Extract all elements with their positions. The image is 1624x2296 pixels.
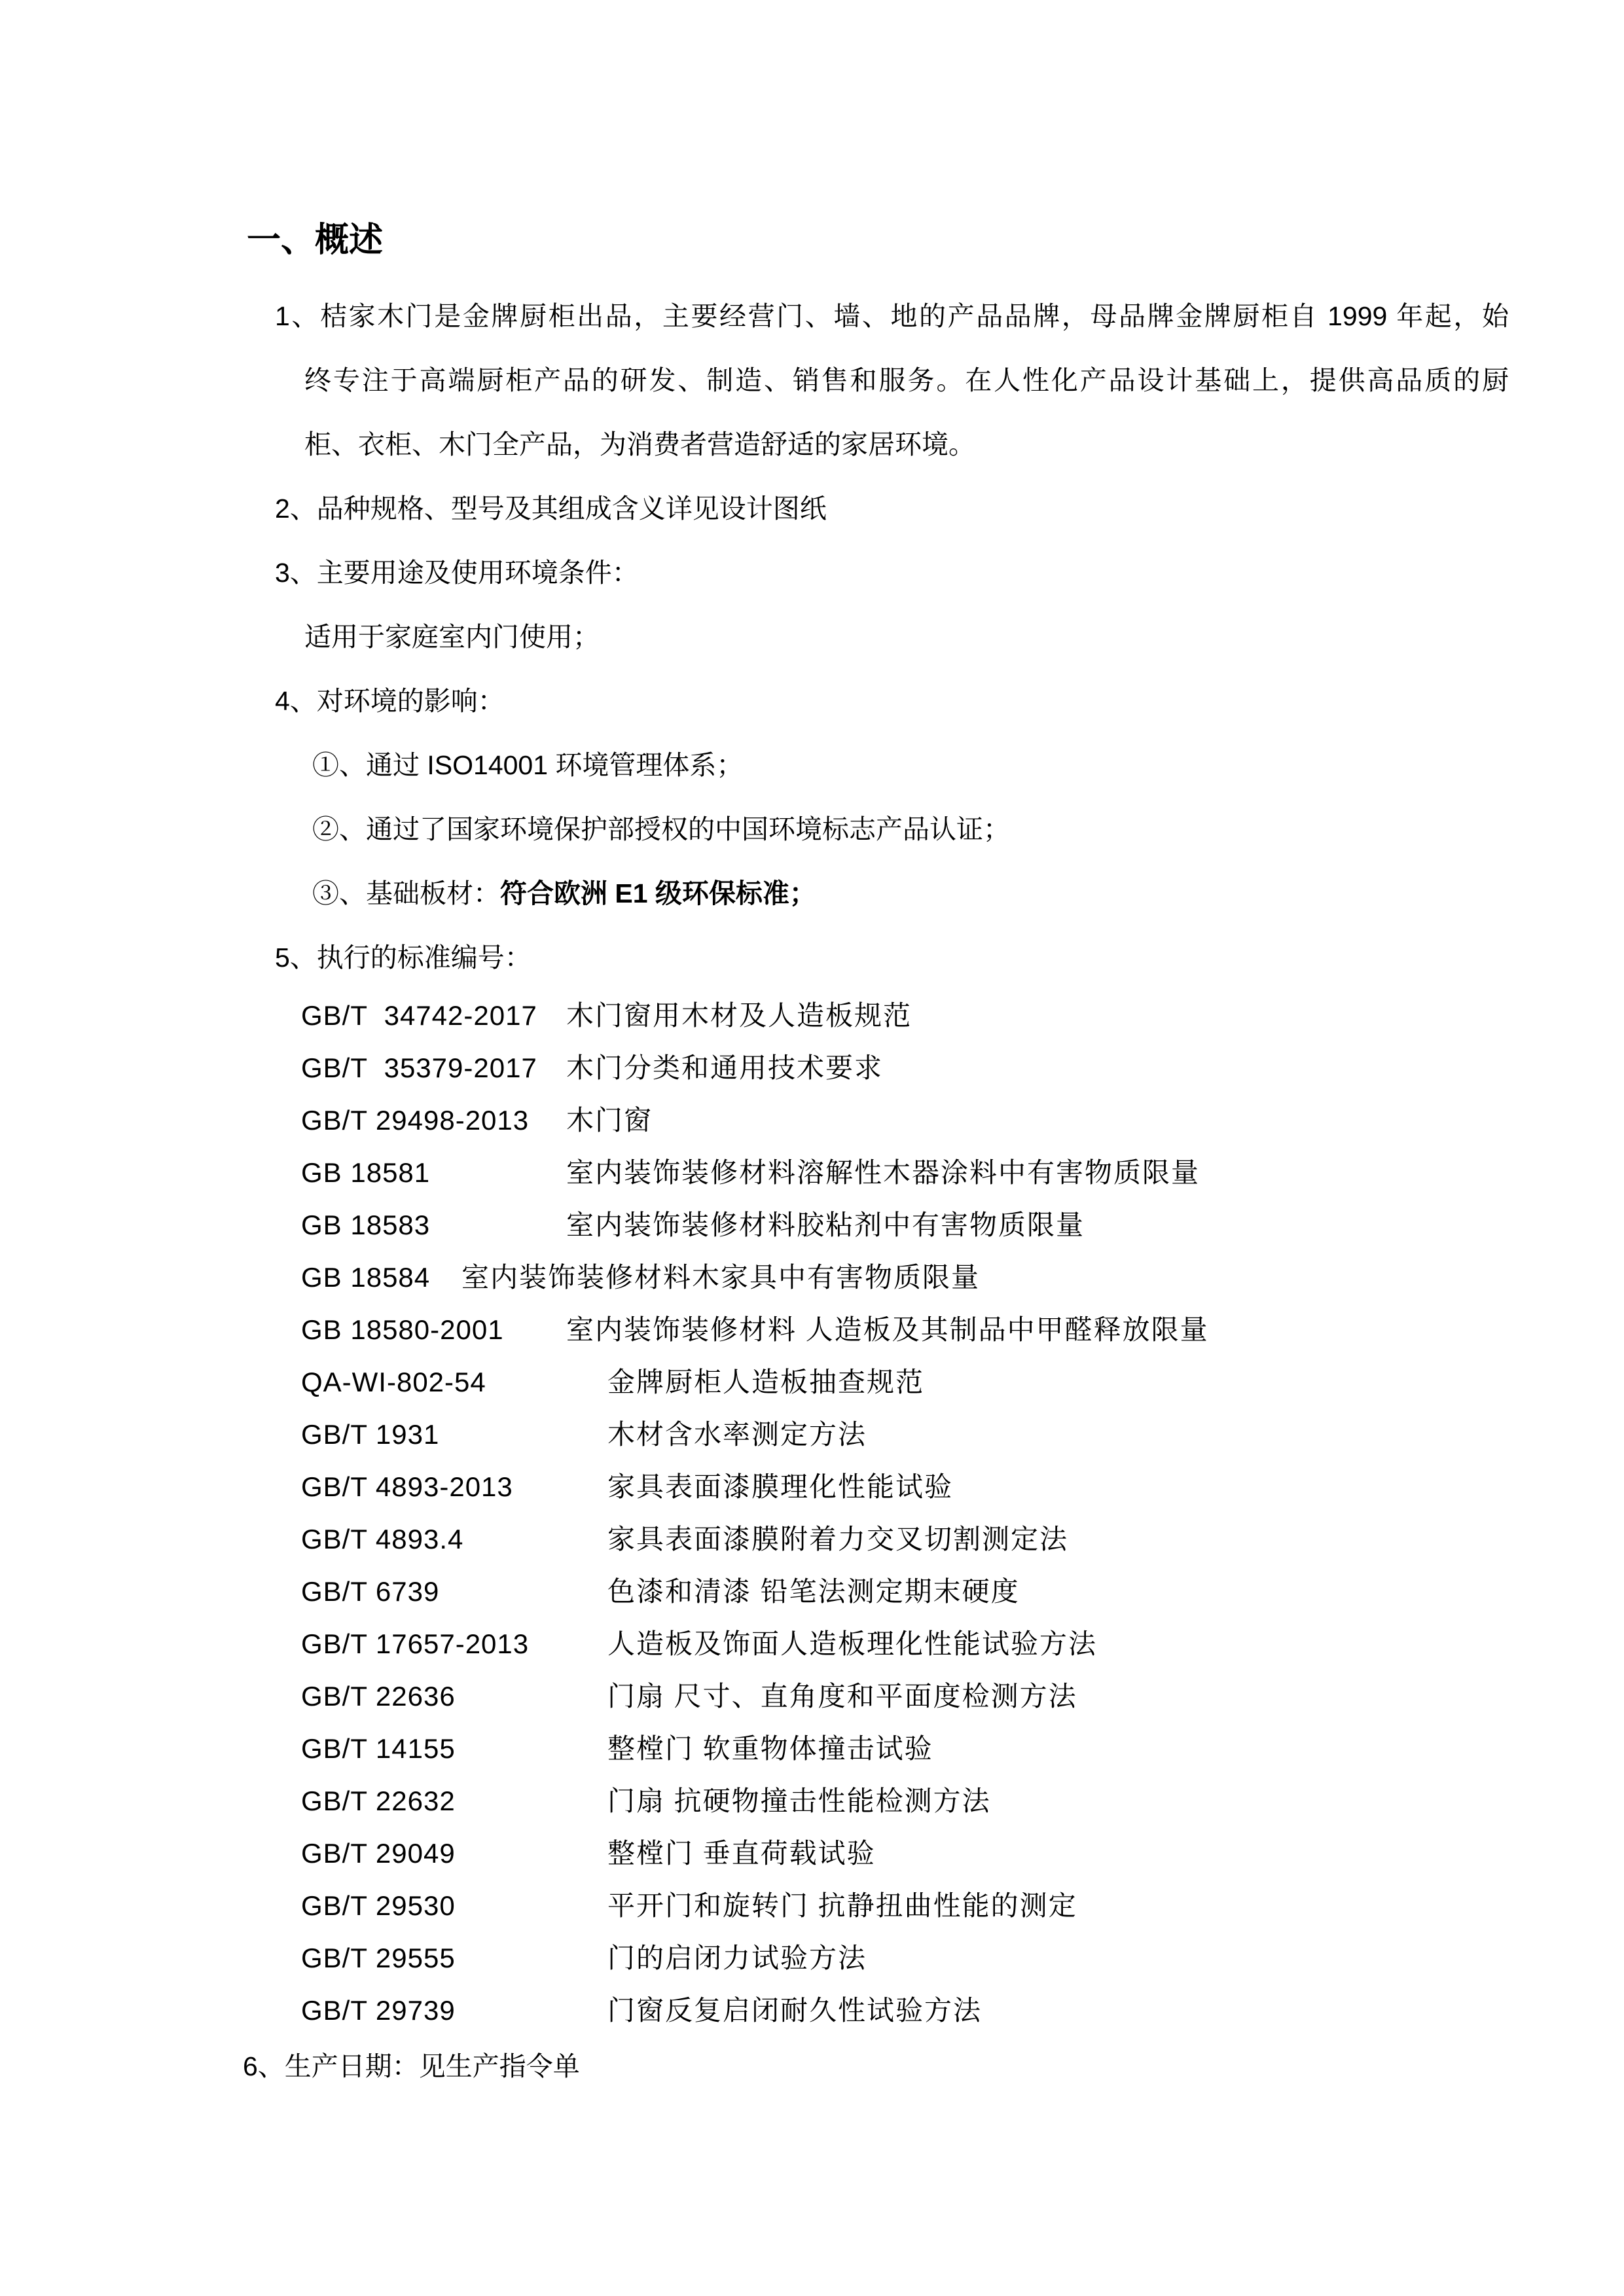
standard-name: 门窗反复启闭耐久性试验方法	[607, 1995, 983, 2026]
standard-name: 木门窗	[566, 1105, 653, 1136]
paragraph-line	[0, 861, 1624, 925]
standard-name: 木材含水率测定方法	[607, 1419, 867, 1450]
standard-row	[0, 1408, 1624, 1461]
standard-code: GB/T 14155	[301, 1733, 456, 1764]
paragraph-text: 1、桔家木门是金牌厨柜出品，主要经营门、墙、地的产品品牌，母品牌金牌厨柜自 1999 年起，始	[275, 301, 1509, 331]
standard-row	[0, 1304, 1624, 1356]
standard-row	[0, 1932, 1624, 1984]
paragraph-line	[0, 925, 1624, 990]
standard-code: GB/T 29498-2013	[301, 1105, 530, 1136]
standard-code: GB/T 22636	[301, 1681, 456, 1712]
standard-name: 室内装饰装修材料溶解性木器涂料中有害物质限量	[566, 1157, 1200, 1188]
section-title: 一、概述	[247, 221, 384, 259]
paragraph-text: ③、基础板材：	[312, 878, 500, 908]
standard-name: 木门分类和通用技术要求	[566, 1052, 884, 1083]
paragraph-bold-text: 符合欧洲 E1 级环保标准；	[500, 878, 816, 908]
paragraph-line	[0, 476, 1624, 541]
paragraph-text: 2、品种规格、型号及其组成含义详见设计图纸	[275, 493, 827, 524]
standard-row	[0, 1461, 1624, 1513]
standard-row	[0, 1356, 1624, 1408]
paragraph-line: 6、生产日期：见生产指令单	[243, 2051, 580, 2081]
paragraph-text: ②、通过了国家环境保护部授权的中国环境标志产品认证；	[312, 814, 1010, 844]
paragraph-line	[0, 669, 1624, 733]
standard-code: GB/T 17657-2013	[301, 1628, 530, 1659]
paragraph-text: 3、主要用途及使用环境条件：	[275, 558, 639, 588]
standard-row	[0, 1251, 1624, 1304]
paragraph-text: 5、执行的标准编号：	[275, 942, 532, 973]
standard-code: GB/T 29049	[301, 1838, 456, 1869]
standard-row	[0, 990, 1624, 1042]
standard-row	[0, 1670, 1624, 1723]
standard-row	[0, 1880, 1624, 1932]
standard-name: 整樘门 软重物体撞击试验	[607, 1733, 933, 1764]
standard-name: 人造板及饰面人造板理化性能试验方法	[607, 1628, 1098, 1659]
paragraph-lines	[0, 284, 1624, 990]
standard-code: GB/T 29530	[301, 1890, 456, 1921]
standard-code: GB/T 29739	[301, 1995, 456, 2026]
standard-name: 家具表面漆膜理化性能试验	[607, 1471, 954, 1502]
standard-row	[0, 1984, 1624, 2037]
standard-code: GB/T 4893.4	[301, 1524, 464, 1554]
paragraph-line	[0, 797, 1624, 861]
standard-code: GB/T 34742-2017	[301, 1000, 537, 1031]
standard-name: 金牌厨柜人造板抽查规范	[607, 1367, 925, 1397]
standard-code: GB 18584	[301, 1262, 431, 1293]
standard-row	[0, 1775, 1624, 1827]
standard-code: GB/T 29555	[301, 1943, 456, 1973]
standard-row	[0, 1723, 1624, 1775]
standard-row	[0, 1513, 1624, 1566]
standard-code: GB/T 22632	[301, 1785, 456, 1816]
paragraph-text: 柜、衣柜、木门全产品，为消费者营造舒适的家居环境。	[304, 429, 975, 459]
paragraph-line	[0, 541, 1624, 605]
standard-row	[0, 1147, 1624, 1199]
standard-code: GB 18583	[301, 1210, 431, 1240]
standard-row	[0, 1827, 1624, 1880]
standard-name: 木门窗用木材及人造板规范	[566, 1000, 912, 1031]
standard-row	[0, 1566, 1624, 1618]
standard-row	[0, 1042, 1624, 1094]
standard-code: QA-WI-802-54	[301, 1367, 486, 1397]
standard-row	[0, 1199, 1624, 1251]
standard-code: GB 18581	[301, 1157, 431, 1188]
paragraph-text: 终专注于高端厨柜产品的研发、制造、销售和服务。在人性化产品设计基础上，提供高品质的厨	[304, 365, 1509, 395]
standard-code: GB/T 1931	[301, 1419, 440, 1450]
paragraph-text: 适用于家庭室内门使用；	[304, 622, 600, 652]
standard-name: 门的启闭力试验方法	[607, 1943, 867, 1973]
paragraph-text: 4、对环境的影响：	[275, 686, 505, 716]
standard-code: GB/T 4893-2013	[301, 1471, 513, 1502]
paragraph-line	[0, 733, 1624, 797]
standard-name: 平开门和旋转门 抗静扭曲性能的测定	[607, 1890, 1077, 1921]
paragraph-line	[0, 605, 1624, 669]
standard-row	[0, 1618, 1624, 1670]
standard-name: 室内装饰装修材料木家具中有害物质限量	[461, 1262, 981, 1293]
standard-row	[0, 1094, 1624, 1147]
paragraph-line	[0, 412, 1624, 476]
standard-name: 色漆和清漆 铅笔法测定期末硬度	[607, 1576, 1020, 1607]
paragraph-text: ①、通过 ISO14001 环境管理体系；	[312, 750, 744, 780]
standard-name: 室内装饰装修材料 人造板及其制品中甲醛释放限量	[566, 1314, 1209, 1345]
standard-name: 家具表面漆膜附着力交叉切割测定法	[607, 1524, 1069, 1554]
standard-code: GB 18580-2001	[301, 1314, 504, 1345]
standard-name: 室内装饰装修材料胶粘剂中有害物质限量	[566, 1210, 1085, 1240]
paragraph-line	[0, 348, 1509, 412]
standard-name: 门扇 抗硬物撞击性能检测方法	[607, 1785, 991, 1816]
standards-list	[0, 990, 1624, 2037]
paragraph-line	[0, 284, 1509, 348]
standard-code: GB/T 6739	[301, 1576, 440, 1607]
standard-code: GB/T 35379-2017	[301, 1052, 537, 1083]
standard-name: 整樘门 垂直荷载试验	[607, 1838, 876, 1869]
standard-name: 门扇 尺寸、直角度和平面度检测方法	[607, 1681, 1077, 1712]
